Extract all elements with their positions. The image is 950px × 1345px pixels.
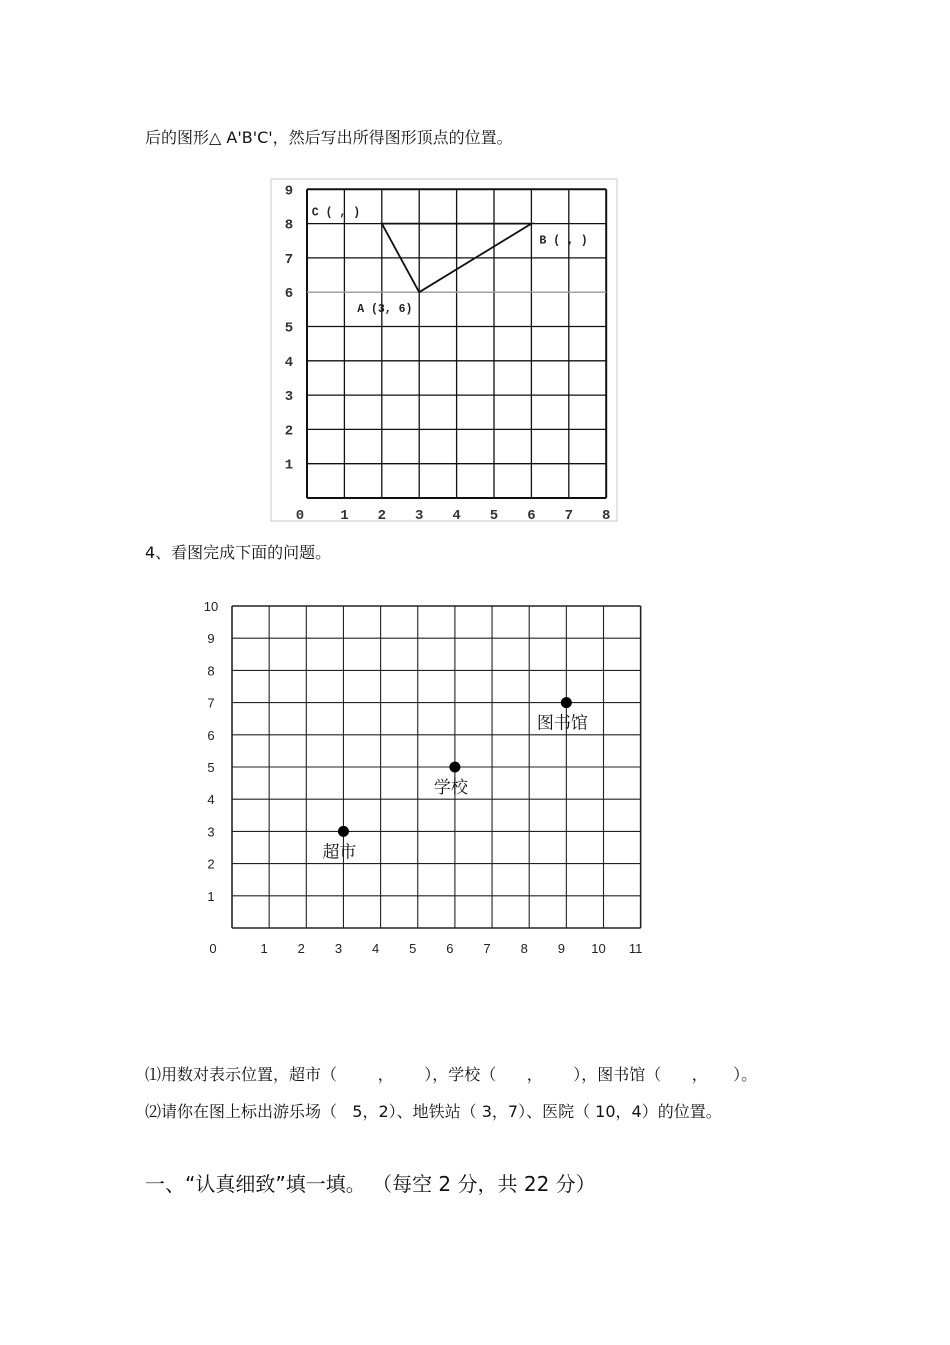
y-tick-label: 2 (284, 423, 294, 440)
x-tick-label: 5 (489, 508, 499, 524)
sub-question-2: ⑵请你在图上标出游乐场（ 5，2）、地铁站（ 3，7）、医院（ 10，4）的位置。 (145, 1102, 722, 1121)
y-tick-label: 6 (284, 286, 294, 303)
vertex-label-c: C ( , ) (311, 206, 361, 220)
y-tick-label: 5 (207, 760, 215, 775)
x-tick-label: 10 (591, 941, 606, 956)
place-dot (338, 826, 349, 837)
x-tick-label: 4 (371, 941, 380, 956)
x-tick-label: 0 (295, 508, 305, 524)
y-tick-label: 7 (207, 695, 215, 711)
place-dot (561, 697, 572, 708)
x-tick-label: 0 (209, 941, 217, 956)
y-tick-label: 4 (284, 354, 294, 371)
intro-text: 后的图形△ A'B'C'，然后写出所得图形顶点的位置。 (145, 128, 513, 147)
y-tick-label: 1 (284, 457, 294, 474)
x-tick-label: 8 (520, 941, 528, 956)
place-dot (449, 762, 460, 773)
x-tick-label: 8 (601, 508, 611, 524)
y-tick-label: 8 (284, 217, 294, 234)
place-label: 超市 (322, 842, 357, 862)
x-tick-label: 2 (377, 508, 387, 524)
x-tick-label: 2 (297, 941, 305, 956)
sub-question-1: ⑴用数对表示位置，超市（ ， ），学校（ ， ），图书馆（ ， ）。 (145, 1065, 758, 1084)
x-tick-label: 7 (483, 941, 491, 956)
x-tick-label: 6 (446, 941, 454, 956)
figure-1-frame (271, 179, 617, 521)
x-tick-label: 3 (334, 941, 343, 956)
x-tick-label: 4 (452, 508, 461, 524)
place-label: 学校 (433, 778, 468, 797)
y-tick-label: 9 (284, 183, 294, 200)
y-tick-label: 2 (207, 856, 215, 872)
y-tick-label: 7 (284, 251, 294, 268)
place-label: 图书馆 (536, 713, 588, 733)
x-tick-label: 9 (557, 941, 565, 956)
x-tick-label: 6 (527, 508, 536, 524)
y-tick-label: 4 (207, 792, 215, 808)
y-tick-label: 8 (207, 663, 215, 679)
y-tick-label: 9 (207, 631, 215, 647)
triangle-abc (382, 224, 532, 293)
y-tick-label: 6 (207, 727, 215, 743)
vertex-label-b: B ( , ) (539, 234, 588, 248)
question-4-text: 4、看图完成下面的问题。 (145, 543, 332, 562)
y-tick-label: 1 (207, 888, 215, 904)
x-tick-label: 11 (628, 941, 643, 956)
y-tick-label: 3 (284, 389, 294, 406)
y-tick-label: 5 (284, 320, 294, 337)
x-tick-label: 5 (409, 941, 417, 956)
x-tick-label: 1 (340, 508, 349, 524)
y-tick-label: 10 (203, 599, 219, 614)
x-tick-label: 3 (414, 508, 424, 524)
x-tick-label: 7 (564, 508, 574, 524)
vertex-label-a: A (3, 6) (357, 303, 413, 317)
section-title: 一、“认真细致”填一填。 （每空 2 分，共 22 分） (145, 1172, 596, 1196)
y-tick-label: 3 (207, 824, 215, 840)
x-tick-label: 1 (260, 941, 268, 956)
